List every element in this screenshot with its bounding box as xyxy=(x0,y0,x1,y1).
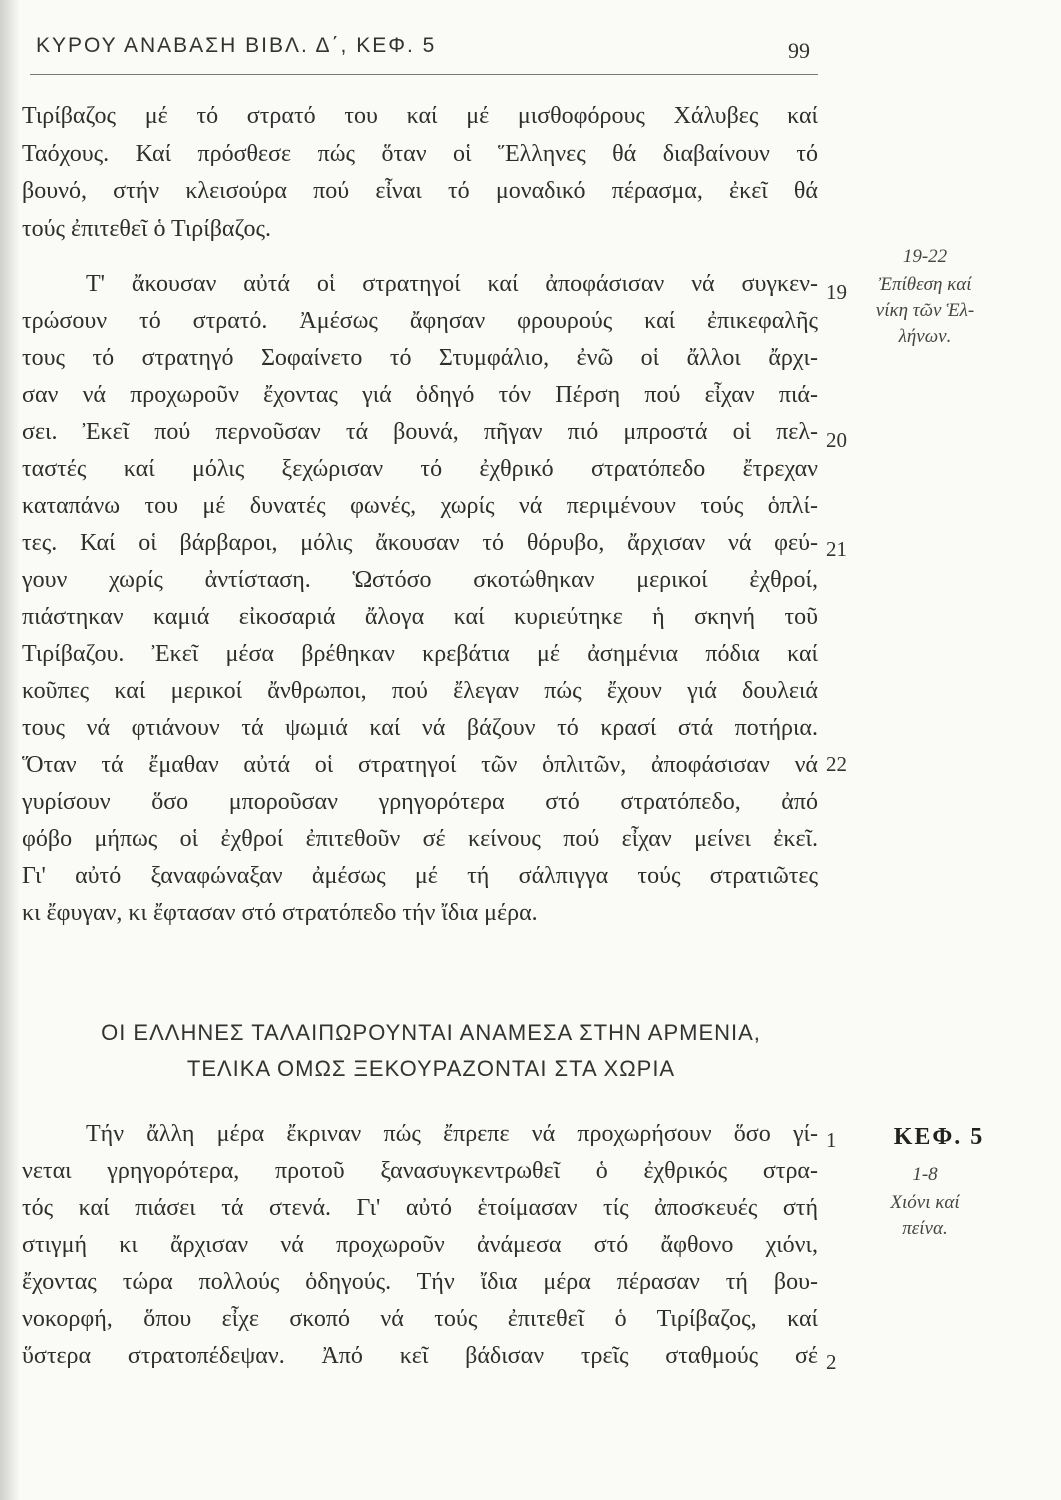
text-line: γουν χωρίς ἀντίσταση. Ὡστόσο σκοτώθηκαν μερικοί ἐχθροί, xyxy=(22,567,818,593)
text-line: κοῦπες καί μερικοί ἄνθρωποι, πού ἔλεγαν πώς ἔχουν γιά δουλειά xyxy=(22,678,818,704)
text-line: τους τό στρατηγό Σοφαίνετο τό Στυμφάλιο, ἐνῶ οἱ ἄλλοι ἄρχι- xyxy=(22,345,818,371)
page-number: 99 xyxy=(788,38,810,63)
verse-number: 1 xyxy=(826,1128,837,1152)
margin-note-range: 19-22 xyxy=(902,246,948,267)
text-line: Τ' ἄκουσαν αὐτά οἱ στρατηγοί καί ἀποφάσισαν νά συγκεν- xyxy=(86,271,818,297)
text-line: σαν νά προχωροῦν ἔχοντας γιά ὁδηγό τόν Πέρση πού εἶχαν πιά- xyxy=(22,382,818,408)
verse-number: 2 xyxy=(826,1350,837,1374)
margin-note-text: νίκη τῶν Ἑλ- xyxy=(875,300,975,321)
text-line: Τιρίβαζος μέ τό στρατό του καί μέ μισθοφόρους Χάλυβες καί xyxy=(22,103,818,129)
text-line: νεται γρηγορότερα, προτοῦ ξανασυγκεντρωθεῖ ὁ ἐχθρικός στρα- xyxy=(22,1158,818,1184)
running-header: ΚΥΡΟΥ ΑΝΑΒΑΣΗ ΒΙΒΛ. Δ΄, ΚΕΦ. 5 xyxy=(36,34,437,57)
page-gutter-shadow xyxy=(0,0,20,1500)
text-line: γυρίσουν ὅσο μποροῦσαν γρηγορότερα στό στρατόπεδο, ἀπό xyxy=(22,789,818,815)
margin-note-range: 1-8 xyxy=(912,1164,938,1185)
text-line: Τήν ἄλλη μέρα ἔκριναν πώς ἔπρεπε νά προχωρήσουν ὅσο γί- xyxy=(86,1121,818,1147)
text-line: Ταόχους. Καί πρόσθεσε πώς ὅταν οἱ Ἕλληνες θά διαβαίνουν τό xyxy=(22,141,818,167)
verse-number: 19 xyxy=(826,280,847,304)
margin-note-text: πείνα. xyxy=(902,1218,948,1239)
text-line: τρώσουν τό στρατό. Ἀμέσως ἄφησαν φρουρούς καί ἐπικεφαλῆς xyxy=(22,308,818,334)
text-line: Τιρίβαζου. Ἐκεῖ μέσα βρέθηκαν κρεβάτια μέ ἀσημένια πόδια καί xyxy=(22,641,818,667)
text-line: στιγμή κι ἄρχισαν νά προχωροῦν ἀνάμεσα στό ἄφθονο χιόνι, xyxy=(22,1232,818,1258)
text-line: Ὅταν τά ἔμαθαν αὐτά οἱ στρατηγοί τῶν ὁπλιτῶν, ἀποφάσισαν νά xyxy=(22,752,818,778)
text-line: τούς ἐπιτεθεῖ ὁ Τιρίβαζος. xyxy=(22,216,272,242)
header-rule xyxy=(30,74,818,75)
text-line: ὕστερα στρατοπέδεψαν. Ἀπό κεῖ βάδισαν τρεῖς σταθμούς σέ xyxy=(22,1343,818,1369)
text-line: Γι' αὐτό ξαναφώναξαν ἀμέσως μέ τή σάλπιγγα τούς στρατιῶτες xyxy=(22,863,818,889)
text-line: καταπάνω του μέ δυνατές φωνές, χωρίς νά περιμένουν τούς ὁπλί- xyxy=(22,493,818,519)
text-line: τους νά φτιάνουν τά ψωμιά καί νά βάζουν τό κρασί στά ποτήρια. xyxy=(22,715,818,741)
margin-note-text: λήνων. xyxy=(898,326,952,347)
text-line: ταστές καί μόλις ξεχώρισαν τό ἐχθρικό στρατόπεδο ἔτρεχαν xyxy=(22,456,818,482)
text-line: κι ἔφυγαν, κι ἔφτασαν στό στρατόπεδο τήν ἴδια μέρα. xyxy=(22,900,538,926)
text-line: νοκορφή, ὅπου εἶχε σκοπό νά τούς ἐπιτεθεῖ ὁ Τιρίβαζος, καί xyxy=(22,1306,818,1332)
chapter-label: ΚΕΦ. 5 xyxy=(893,1124,985,1150)
verse-number: 22 xyxy=(826,752,847,776)
verse-number: 20 xyxy=(826,428,847,452)
text-line: ἔχοντας τώρα πολλούς ὁδηγούς. Τήν ἴδια μέρα πέρασαν τή βου- xyxy=(22,1269,818,1295)
text-line: τός καί πιάσει τά στενά. Γι' αὐτό ἑτοίμασαν τίς ἀποσκευές στή xyxy=(22,1195,818,1221)
text-line: σει. Ἐκεῖ πού περνοῦσαν τά βουνά, πῆγαν πιό μπροστά οἱ πελ- xyxy=(22,419,818,445)
verse-number: 21 xyxy=(826,537,847,561)
margin-note-text: Χιόνι καί xyxy=(890,1192,960,1213)
margin-note-text: Ἐπίθεση καί xyxy=(878,274,972,295)
text-line: πιάστηκαν καμιά εἰκοσαριά ἄλογα καί κυριεύτηκε ἡ σκηνή τοῦ xyxy=(22,604,818,630)
text-line: τες. Καί οἱ βάρβαροι, μόλις ἄκουσαν τό θόρυβο, ἄρχισαν νά φεύ- xyxy=(22,530,818,556)
section-title: ΟΙ ΕΛΛΗΝΕΣ ΤΑΛΑΙΠΩΡΟΥΝΤΑΙ ΑΝΑΜΕΣΑ ΣΤΗΝ ΑΡΜΕΝΙΑ, xyxy=(101,1020,761,1045)
text-line: φόβο μήπως οἱ ἐχθροί ἐπιτεθοῦν σέ κείνους πού εἶχαν μείνει ἐκεῖ. xyxy=(22,826,818,852)
section-title: ΤΕΛΙΚΑ ΟΜΩΣ ΞΕΚΟΥΡΑΖΟΝΤΑΙ ΣΤΑ ΧΩΡΙΑ xyxy=(186,1056,676,1081)
text-line: βουνό, στήν κλεισούρα πού εἶναι τό μοναδικό πέρασμα, ἐκεῖ θά xyxy=(22,178,818,204)
